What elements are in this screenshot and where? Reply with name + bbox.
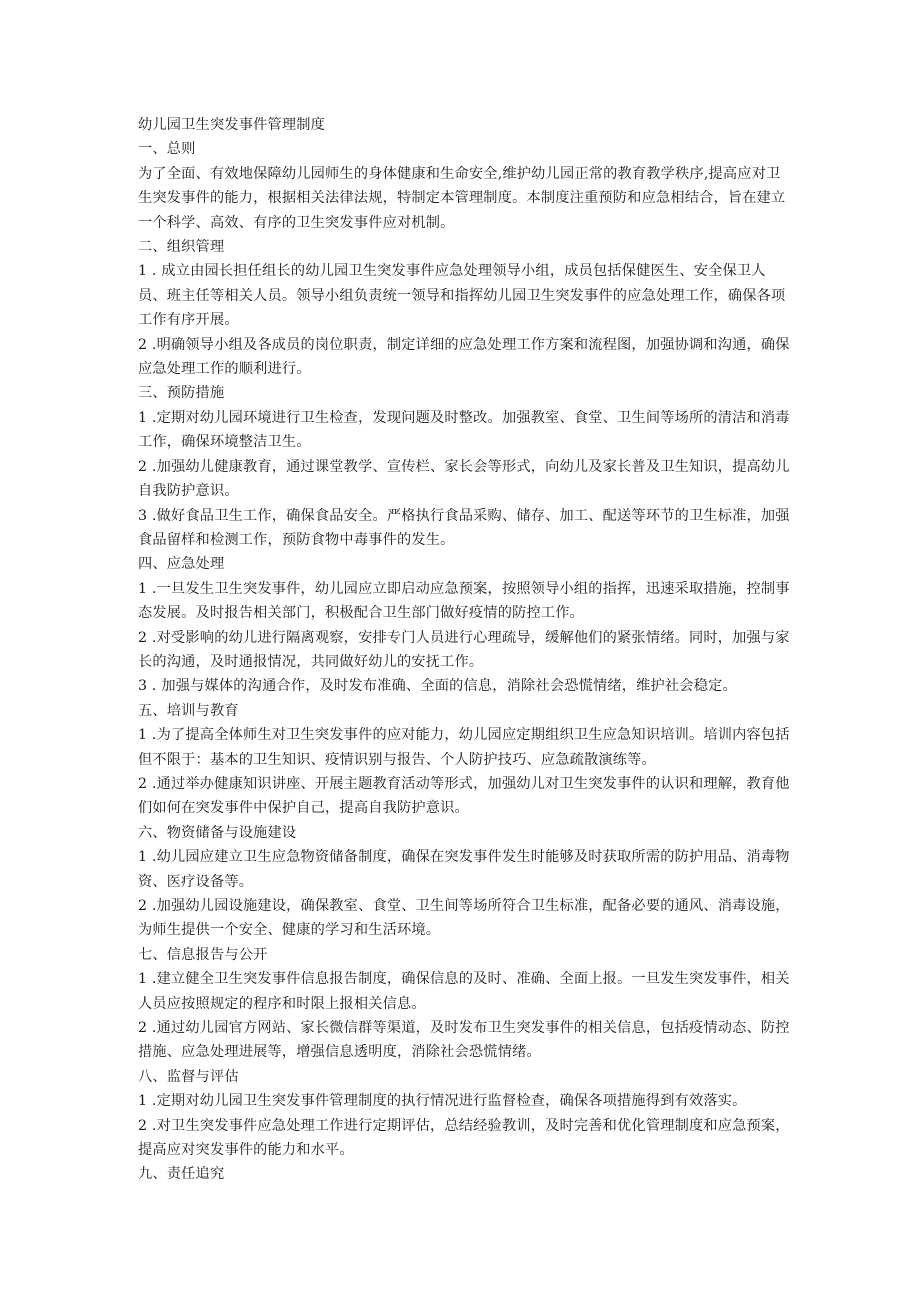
- section-heading-supervision: 八、监督与评估: [138, 1068, 239, 1085]
- paragraph: 1 .一旦发生卫生突发事件，幼儿园应立即启动应急预案，按照领导小组的指挥，迅速采取措施，控制事态发展。及时报告相关部门，积极配合卫生部门做好疫情的防控工作。: [138, 580, 790, 622]
- paragraph: 2 .对卫生突发事件应急处理工作进行定期评估，总结经验教训，及时完善和优化管理制度和应急预案，提高应对突发事件的能力和水平。: [138, 1117, 790, 1159]
- section-heading-organization: 二、组织管理: [138, 239, 225, 256]
- document-title: 幼儿园卫生突发事件管理制度: [138, 117, 326, 133]
- section-heading-general: 一、总则: [138, 141, 196, 158]
- paragraph: 2 .通过幼儿园官方网站、家长微信群等渠道，及时发布卫生突发事件的相关信息，包括疫情动态、防控措施、应急处理进展等，增强信息透明度，消除社会恐慌情绪。: [138, 1020, 790, 1061]
- document-body: [138, 113, 793, 1187]
- section-heading-training: 五、培训与教育: [138, 702, 239, 719]
- paragraph: 1 .幼儿园应建立卫生应急物资储备制度，确保在突发事件发生时能够及时获取所需的防护用品、消毒物资、医疗设备等。: [138, 849, 790, 890]
- section-heading-emergency: 四、应急处理: [138, 556, 225, 573]
- paragraph: 2 .对受影响的幼儿进行隔离观察，安排专门人员进行心理疏导，缓解他们的紧张情绪。同时，加强与家长的沟通，及时通报情况，共同做好幼儿的安抚工作。: [138, 629, 790, 670]
- paragraph: 1 .定期对幼儿园环境进行卫生检查，发现问题及时整改。加强教室、食堂、卫生间等场所的清洁和消毒工作，确保环境整洁卫生。: [138, 409, 790, 451]
- paragraph: 1 .为了提高全体师生对卫生突发事件的应对能力，幼儿园应定期组织卫生应急知识培训。培训内容包括但不限于：基本的卫生知识、疫情识别与报告、个人防护技巧、应急疏散演练等。: [138, 727, 790, 768]
- section-heading-supplies: 六、物资储备与设施建设: [138, 824, 297, 841]
- paragraph: 3 .做好食品卫生工作，确保食品安全。严格执行食品采购、储存、加工、配送等环节的卫生标准，加强食品留样和检测工作，预防食物中毒事件的发生。: [138, 507, 790, 548]
- paragraph: 2 .明确领导小组及各成员的岗位职责，制定详细的应急处理工作方案和流程图，加强协调和沟通，确保应急处理工作的顺利进行。: [138, 336, 790, 378]
- paragraph: 为了全面、有效地保障幼儿园师生的身体健康和生命安全,维护幼儿园正常的教育教学秩序,提高应对卫生突发事件的能力，根据相关法律法规，特制定本管理制度。本制度注重预防和应急相结合，旨在建立一个科学、高效、有序的卫生突发事件应对机制。: [138, 165, 786, 231]
- section-heading-reporting: 七、信息报告与公开: [138, 946, 268, 963]
- paragraph: 3 . 加强与媒体的沟通合作，及时发布准确、全面的信息，消除社会恐慌情绪，维护社会稳定。: [138, 678, 737, 695]
- paragraph: 1 .定期对幼儿园卫生突发事件管理制度的执行情况进行监督检查，确保各项措施得到有效落实。: [138, 1093, 747, 1110]
- paragraph: 2 .加强幼儿园设施建设，确保教室、食堂、卫生间等场所符合卫生标准，配备必要的通风、消毒设施，为师生提供一个安全、健康的学习和生活环境。: [138, 898, 790, 939]
- section-heading-accountability: 九、责任追究: [138, 1166, 225, 1183]
- paragraph: 1 .建立健全卫生突发事件信息报告制度，确保信息的及时、准确、全面上报。一旦发生突发事件，相关人员应按照规定的程序和时限上报相关信息。: [138, 971, 790, 1012]
- paragraph: 1 . 成立由园长担任组长的幼儿园卫生突发事件应急处理领导小组，成员包括保健医生、安全保卫人员、班主任等相关人员。领导小组负责统一领导和指挥幼儿园卫生突发事件的应急处理工作，确保各项工作有序开展。: [138, 263, 786, 329]
- section-heading-prevention: 三、预防措施: [138, 385, 225, 402]
- paragraph: 2 .加强幼儿健康教育，通过课堂教学、宣传栏、家长会等形式，向幼儿及家长普及卫生知识，提高幼儿自我防护意识。: [138, 458, 790, 500]
- paragraph: 2 .通过举办健康知识讲座、开展主题教育活动等形式，加强幼儿对卫生突发事件的认识和理解，教育他们如何在突发事件中保护自己，提高自我防护意识。: [138, 775, 790, 817]
